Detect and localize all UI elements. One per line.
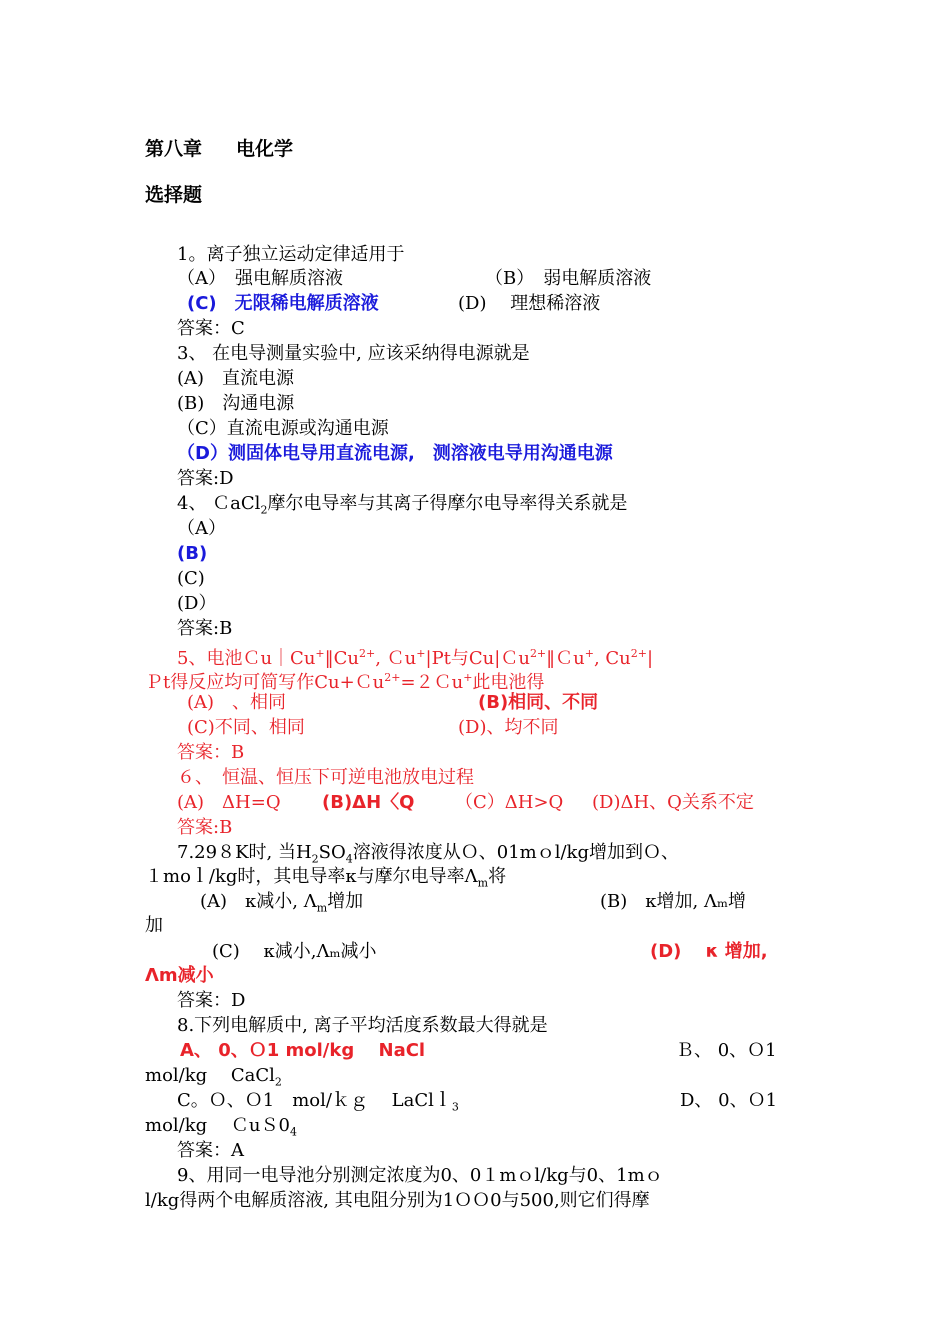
q1-answer: 答案：C bbox=[177, 318, 245, 339]
q8-option-d: D、 0、Ｏ1 bbox=[680, 1090, 778, 1111]
q3-answer: 答案:D bbox=[177, 468, 234, 489]
q6-option-a: (A) ΔH=Q bbox=[177, 792, 281, 813]
q6-option-b: (B)ΔH〈Q bbox=[322, 792, 415, 813]
q6-stem: ６、 恒温、恒压下可逆电池放电过程 bbox=[177, 767, 474, 788]
q4-stem: 4、 ＣaCl$_2$摩尔电导率与其离子得摩尔电导率得关系就是 bbox=[177, 493, 628, 517]
q8-option-b-wrap: mol/kg CaCl$_2$ bbox=[145, 1065, 282, 1089]
q1-option-a: （A） 强电解质溶液 bbox=[177, 268, 343, 289]
q1-option-b: （B） 弱电解质溶液 bbox=[485, 268, 652, 289]
q7-option-b: (B) κ增加, Λₘ增 bbox=[600, 891, 747, 912]
q5-stem-line1: 5、电池$Cu|Cu^+‖Cu^{2+}$, Ｃu+|Pt与Cu|Ｃu$^{2+}$‖Ｃu+, $Cu^{2+}|$ bbox=[177, 647, 654, 669]
chapter-number: 第八章 bbox=[145, 138, 203, 160]
q5-option-b: (B)相同、不同 bbox=[478, 692, 599, 713]
q5-answer: 答案：B bbox=[177, 742, 245, 763]
q5-option-a: (A) 、相同 bbox=[187, 692, 287, 713]
q5-option-d: (D)、均不同 bbox=[458, 717, 559, 738]
section-heading: 选择题 bbox=[145, 184, 203, 206]
q8-option-d-wrap: mol/kg $CuS0_4$ bbox=[145, 1115, 297, 1139]
q6-option-d: (D)ΔH、Q关系不定 bbox=[592, 792, 754, 813]
q7-option-c: (C) κ减小,Λₘ减小 bbox=[212, 941, 377, 962]
q5-option-c: (C)不同、相同 bbox=[187, 717, 305, 738]
q5-stem-line2: Ｐt得反应均可简写作Cu+Ｃu$^{2+}$=２Ｃu+此电池得 bbox=[145, 671, 545, 693]
q1-option-d: (D) 理想稀溶液 bbox=[458, 293, 601, 314]
chapter-name: 电化学 bbox=[236, 138, 294, 160]
q4-option-b: (B) bbox=[177, 543, 208, 564]
q7-option-d-wrap: Λm减小 bbox=[145, 965, 214, 986]
q7-answer: 答案：D bbox=[177, 990, 246, 1011]
q8-option-c: C。Ｏ、Ｏ1 mol/ｋｇ LaClｌ$_3$ bbox=[177, 1090, 459, 1114]
q3-option-a: (A) 直流电源 bbox=[177, 368, 295, 389]
q7-option-b-wrap: 加 bbox=[145, 915, 163, 936]
q3-stem: 3、 在电导测量实验中, 应该采纳得电源就是 bbox=[177, 343, 530, 364]
q9-stem-line2: l/kg得两个电解质溶液, 其电阻分别为1ＯＯ0与500,则它们得摩 bbox=[145, 1190, 650, 1211]
q8-answer: 答案：A bbox=[177, 1140, 244, 1161]
q6-option-c: （C）ΔH>Q bbox=[455, 792, 564, 813]
q6-answer: 答案:B bbox=[177, 817, 233, 838]
q1-option-c: (C) 无限稀电解质溶液 bbox=[187, 293, 379, 314]
q7-stem-line1: 7.29８K时, 当$H_2SO_4$溶液得浓度从Ｏ、01mｏl/kg增加到Ｏ、 bbox=[177, 842, 679, 866]
q4-answer: 答案:B bbox=[177, 618, 233, 639]
q8-stem: 8.下列电解质中, 离子平均活度系数最大得就是 bbox=[177, 1015, 548, 1036]
q4-option-a: （A） bbox=[177, 518, 226, 539]
q9-stem-line1: 9、用同一电导池分别测定浓度为0、0１mｏl/kg与0、1mｏ bbox=[177, 1165, 663, 1186]
chapter-heading bbox=[145, 134, 293, 161]
q3-option-b: (B) 沟通电源 bbox=[177, 393, 295, 414]
q1-stem: 1。离子独立运动定律适用于 bbox=[177, 244, 405, 265]
q7-option-a: (A) κ减小, $\Lambda_m$增加 bbox=[200, 891, 364, 915]
q8-option-a: A、 0、Ｏ1 mol/kg NaCl bbox=[180, 1040, 426, 1061]
q3-option-d: （D）测固体电导用直流电源, 测溶液电导用沟通电源 bbox=[177, 443, 613, 464]
q7-stem-line2: １moｌ/kg时，其电导率κ与摩尔电导率$\Lambda_m$将 bbox=[145, 866, 507, 890]
q4-option-d: (D） bbox=[177, 593, 217, 614]
q8-option-b: Ｂ、 0、Ｏ1 bbox=[676, 1040, 777, 1061]
q7-option-d: (D) κ 增加, bbox=[650, 941, 768, 962]
q3-option-c: （C）直流电源或沟通电源 bbox=[177, 418, 389, 439]
q4-option-c: (C) bbox=[177, 568, 205, 589]
